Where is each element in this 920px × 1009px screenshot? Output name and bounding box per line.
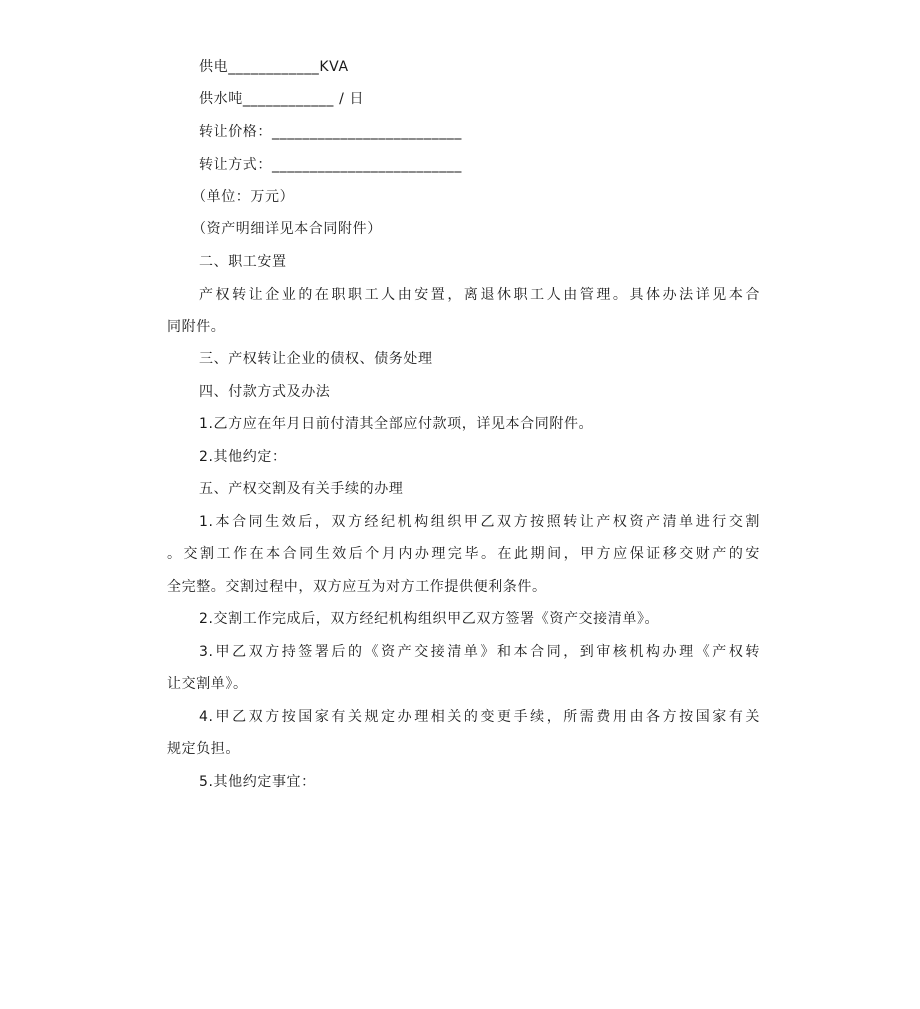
section4-item1: 1.乙方应在年月日前付清其全部应付款项，详见本合同附件。 bbox=[199, 416, 594, 432]
water-unit: / 日 bbox=[339, 91, 365, 107]
price-blank: _________________________ bbox=[272, 124, 462, 140]
section5-item1-line1: 1.本合同生效后，双方经纪机构组织甲乙双方按照转让产权资产清单进行交割 bbox=[199, 514, 760, 530]
section3-heading: 三、产权转让企业的债权、债务处理 bbox=[199, 351, 433, 367]
water-blank: ____________ bbox=[242, 91, 335, 107]
section2-body-line2: 同附件。 bbox=[167, 319, 226, 335]
unit-note: （单位：万元） bbox=[192, 189, 295, 205]
section5-item4-line2: 规定负担。 bbox=[167, 741, 240, 757]
section5-item1-line2: 。交割工作在本合同生效后个月内办理完毕。在此期间，甲方应保证移交财产的安 bbox=[167, 546, 760, 562]
assets-note: （资产明细详见本合同附件） bbox=[192, 221, 382, 237]
power-supply-line bbox=[199, 57, 760, 77]
section5-item5: 5.其他约定事宜： bbox=[199, 774, 316, 790]
method-label: 转让方式： bbox=[199, 157, 272, 173]
transfer-method-line bbox=[199, 155, 760, 175]
section5-item2: 2.交割工作完成后，双方经纪机构组织甲乙双方签署《资产交接清单》。 bbox=[199, 611, 660, 627]
power-unit: KVA bbox=[319, 59, 349, 75]
water-label: 供水吨 bbox=[199, 91, 243, 107]
section5-item4-line1: 4.甲乙双方按国家有关规定办理相关的变更手续，所需费用由各方按国家有关 bbox=[199, 709, 760, 725]
water-supply-line bbox=[199, 89, 760, 109]
section5-heading: 五、产权交割及有关手续的办理 bbox=[199, 481, 404, 497]
transfer-price-line bbox=[199, 122, 760, 142]
section2-body-line1: 产权转让企业的在职职工人由安置，离退休职工人由管理。具体办法详见本合 bbox=[199, 287, 760, 303]
section4-item2: 2.其他约定： bbox=[199, 449, 287, 465]
section5-item3-line2: 让交割单》。 bbox=[167, 676, 248, 692]
method-blank: _________________________ bbox=[272, 157, 462, 173]
section2-heading: 二、职工安置 bbox=[199, 254, 287, 270]
section5-item3-line1: 3.甲乙双方持签署后的《资产交接清单》和本合同，到审核机构办理《产权转 bbox=[199, 644, 760, 660]
section4-heading: 四、付款方式及办法 bbox=[199, 384, 331, 400]
section5-item1-line3: 全完整。交割过程中，双方应互为对方工作提供便利条件。 bbox=[167, 579, 547, 595]
power-blank: ____________ bbox=[228, 59, 320, 75]
power-label: 供电 bbox=[199, 59, 229, 75]
price-label: 转让价格： bbox=[199, 124, 272, 140]
